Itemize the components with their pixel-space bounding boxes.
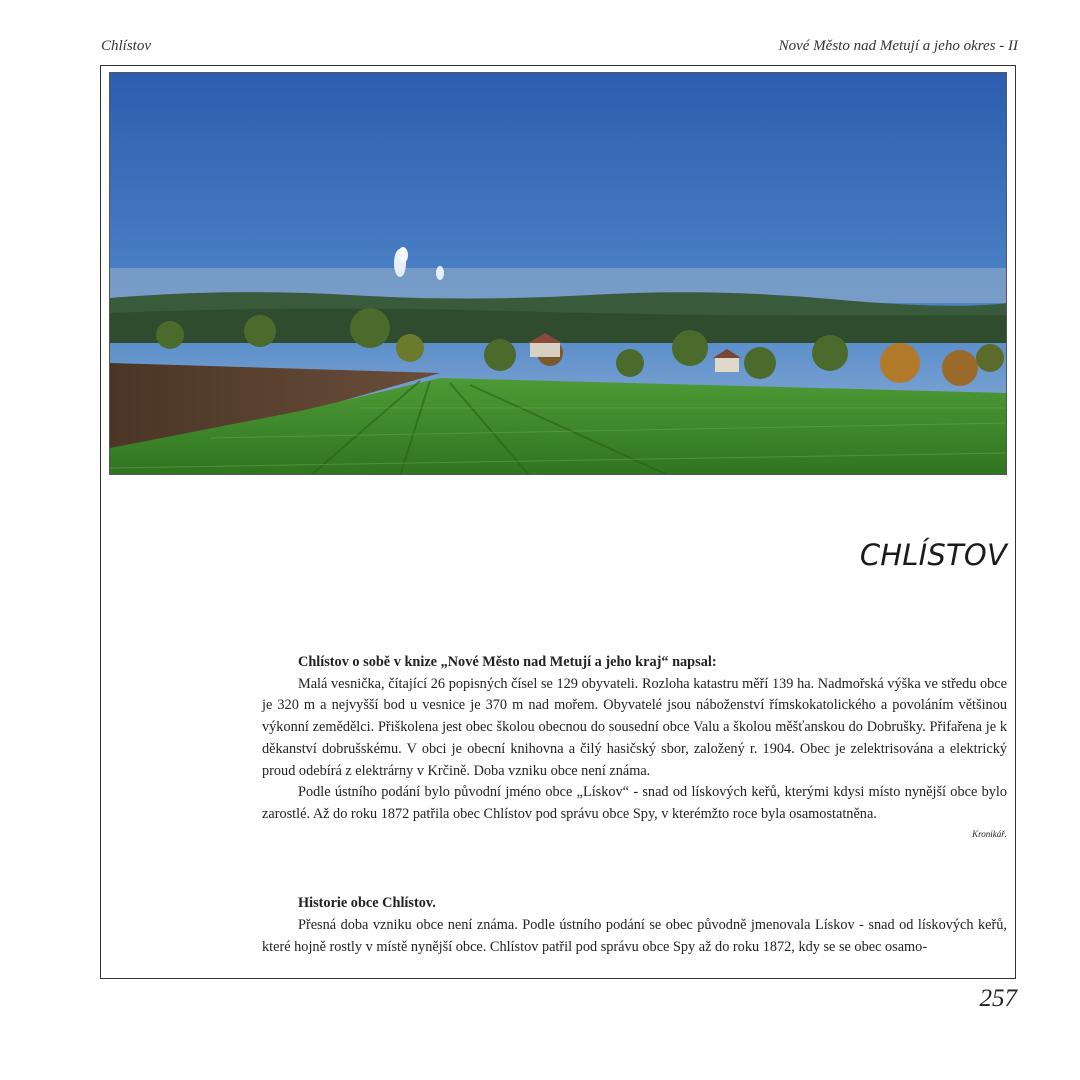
running-header-left: Chlístov [101, 38, 152, 54]
section-heading: Chlístov o sobě v knize „Nové Město nad Metují a jeho kraj“ napsal: [298, 654, 717, 670]
section-heading: Historie obce Chlístov. [298, 895, 436, 912]
running-header-right: Nové Město nad Metují a jeho okres - II [778, 38, 1018, 54]
landscape-photo [109, 72, 1007, 475]
paragraph: Přesná doba vzniku obce není známa. Podle ústního podání se obec původně jmenovala Lískov - snad od lískových keřů, které hojně rostly v místě nynější obce. Chlístov patřil pod správu obce Spy až do roku 1872, kdy se se obec osamo- [262, 917, 1007, 955]
page-title: CHLÍSTOV [859, 538, 1007, 572]
body-text [262, 652, 1007, 958]
signature: Kronikář. [972, 828, 1007, 839]
page-number: 257 [979, 985, 1017, 1012]
paragraph: Malá vesnička, čítající 26 popisných čísel se 129 obyvateli. Rozloha katastru měří 139 ha. Nadmořská výška ve středu obce je 320 m a nejvyšší bod u vesnice je 370 m nad mořem. Obyvatelé jsou náboženství římskokatolického a povoláním většinou výkonní zemědělci. Přiškolena jest obec školou obecnou do sousední obce Valu a školou měšťanskou do Dobrušky. Přifařena je k děkanství dobrušskému. V obci je obecní knihovna a čilý hasičský sbor, založený r. 1904. Obec je zelektrisována a elektrický proud odebírá z elektrárny v Krčině. Doba vzniku obce není známa. [262, 675, 1007, 779]
paragraph: Podle ústního podání bylo původní jméno obce „Lískov“ - snad od lískových keřů, kterými kdysi místo nynější obce bylo zarostlé. Až do roku 1872 patřila obec Chlístov pod správu obce Spy, v kterémžto roce byla osamostatněna. [262, 784, 1007, 822]
